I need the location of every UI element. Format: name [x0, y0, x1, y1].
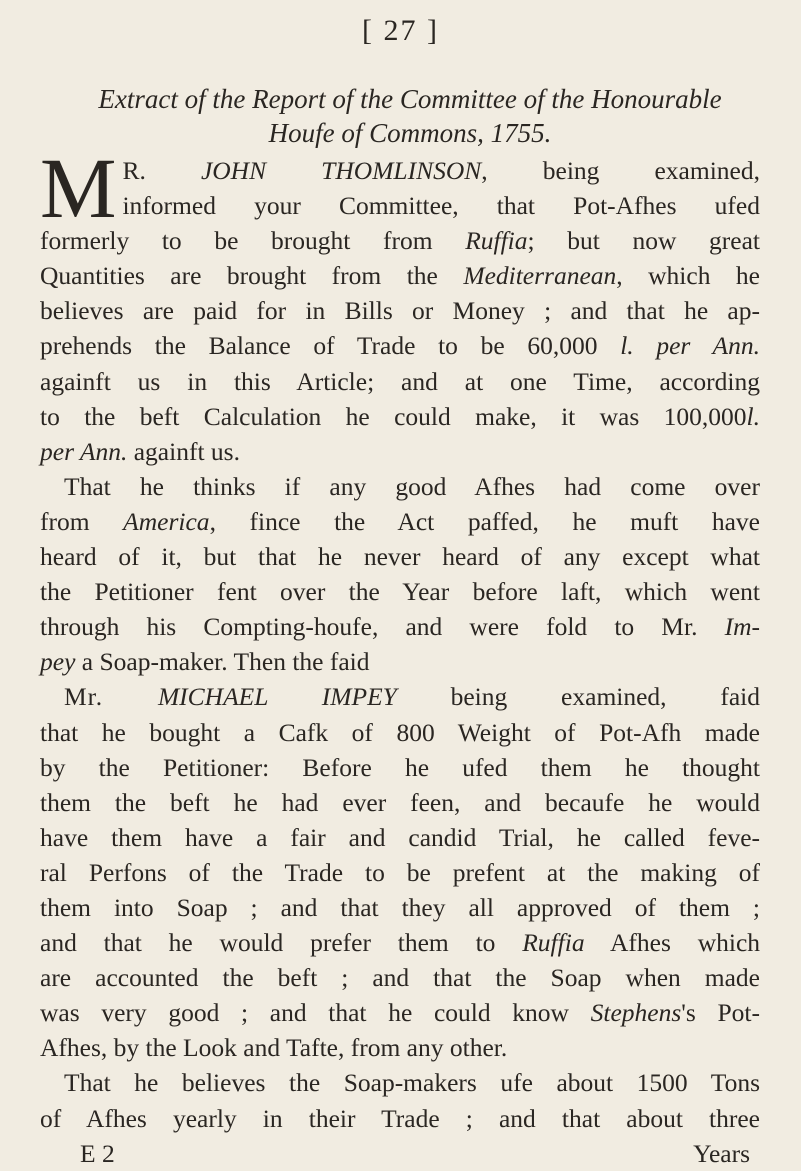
body-line: Afhes, by the Look and Tafte, from any other. [40, 1033, 508, 1063]
page-number: [ 27 ] [362, 14, 439, 47]
body-line: R. JOHN THOMLINSON, being examined, [122, 156, 760, 185]
body-line: was very good ; and that he could know Stephens's Pot- [40, 998, 760, 1028]
report-body [40, 140, 761, 1171]
drop-cap-initial: M [40, 140, 117, 236]
body-line: and that he would prefer them to Ruffia Afhes which [40, 928, 761, 958]
body-line: formerly to be brought from Ruffia; but now great [40, 226, 760, 256]
body-line: againft us in this Article; and at one Time, according [40, 366, 760, 396]
body-line: believes are paid for in Bills or Money ; and that he ap- [40, 296, 760, 326]
witness-name: JOHN THOMLINSON [200, 156, 482, 185]
page-footer [40, 1136, 760, 1171]
body-line: pey a Soap-maker. Then the faid [40, 647, 370, 677]
body-line: have them have a fair and candid Trial, he called feve- [40, 822, 760, 852]
signature-mark: E 2 [80, 1138, 115, 1168]
report-heading [60, 82, 760, 150]
body-line: through his Compting-houfe, and were fold to Mr. Im- [40, 612, 760, 642]
body-line: to the beft Calculation he could make, it was 100,000l. [40, 401, 760, 431]
catchword: Years [693, 1138, 750, 1168]
body-line: Quantities are brought from the Mediterranean, which he [40, 261, 760, 291]
heading-line-2: Houfe of Commons, 1755. [268, 118, 552, 148]
body-line: of Afhes yearly in their Trade ; and that about three [40, 1103, 760, 1133]
body-line: That he thinks if any good Afhes had come over [64, 471, 760, 501]
body-line: from America, fince the Act paffed, he muft have [40, 506, 760, 536]
body-line: them the beft he had ever feen, and becaufe he would [40, 787, 760, 817]
body-line: per Ann. againft us. [40, 436, 240, 466]
body-line: that he bought a Cafk of 800 Weight of Pot-Afh made [40, 717, 760, 747]
body-line: heard of it, but that he never heard of any except what [40, 542, 760, 572]
body-line: by the Petitioner: Before he ufed them he thought [40, 752, 760, 782]
body-line: them into Soap ; and that they all approved of them ; [40, 892, 760, 922]
body-line: ral Perfons of the Trade to be prefent at the making of [40, 857, 760, 887]
body-line: informed your Committee, that Pot-Afhes ufed [122, 191, 760, 221]
body-line: prehends the Balance of Trade to be 60,000 l. per Ann. [40, 331, 761, 361]
heading-line-1: Extract of the Report of the Committee of the Honourable [98, 84, 722, 114]
body-line: Mr. MICHAEL IMPEY being examined, faid [64, 682, 760, 712]
body-line: That he believes the Soap-makers ufe about 1500 Tons [64, 1068, 760, 1098]
witness-name: MICHAEL IMPEY [157, 682, 397, 712]
body-line: the Petitioner fent over the Year before laft, which went [40, 577, 760, 607]
body-line: are accounted the beft ; and that the Soap when made [40, 963, 760, 993]
